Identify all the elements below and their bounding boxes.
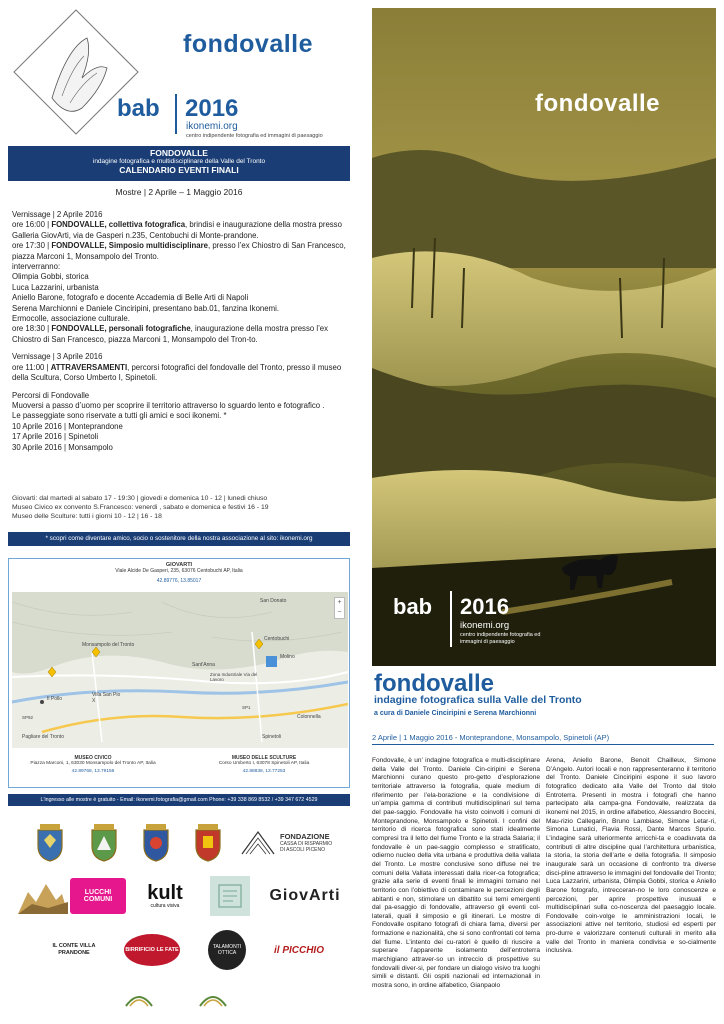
article-title: fondovalle	[374, 670, 495, 697]
map-label: Il Pollo	[47, 696, 63, 702]
photo-bab: bab	[393, 594, 433, 619]
map-label: San Donato	[260, 598, 287, 604]
sculture-location	[178, 752, 350, 788]
talamonti-logo: TALAMONTI OTTICA	[208, 930, 246, 970]
book-logo-icon	[210, 876, 250, 916]
comune-crest-icon	[190, 820, 226, 864]
year-label: 2016	[185, 95, 239, 122]
opening-hours	[12, 494, 352, 521]
zoom-control[interactable]: + −	[334, 597, 345, 619]
article-column-1: Fondovalle, è un’ indagine fotografica e multi-disciplinare della Valle del Tronto. Daniele Cin-ciripini e Serena Marchionni curano questo pro-getto d’esplorazione territoriale attraverso la fotografia, quale medium di riferimento per l’ela-borazione e la condivisione di un’ampia gamma di contributi multidisciplinari sul tema del pae-saggio. Fondovalle ha visto coinvolti i comuni di Monteprandone, Monsampolo e Spinetoli. I confini del territorio di ricerca fotografica sono stati idealmente compresi tra il letto del fiume Tronto e la strada Salaria; il fondovalle è un pae-saggio complesso e stratificato, odierno nucleo della vita urbana e produttiva della vallata del Tronto. Le mostre conclusive sono diffuse nei tre comuni della Vallata interessati dalla ricer-ca fotografica; grazie alla serie di eventi finali le immagini tornano nel territorio con l’obiettivo di contaminare le percezioni degli abitanti e non, stimolare un dibattito sui temi emergenti dal pa-esaggio di fondovalle, attraverso gli eventi col-laterali, quali il simposio e gli itinerari. Le mostre di Fondovalle ospitano fotografi di chiara fama, diversi per formazione e nazionalità, che si sono confrontati col tema del fiume. L’intento dei cu-ratori è quello di riuscire a superare l’apparente isolamento dell’entroterra marchigiano attraver-so un intreccio di prospettive su fondovalli diver-si, per fondare un dialogo visivo tra luoghi simili e distanti. Gli ospiti nazionali ed internazionali in mostra sono, in ordine alfabetico, Gianpaolo	[372, 757, 540, 990]
percorsi-title: Percorsi di Fondovalle	[12, 390, 90, 400]
fondazione-name: FONDAZIONE	[280, 831, 330, 841]
valle-logo-icon	[124, 986, 154, 1010]
comune-crest-icon	[32, 820, 68, 864]
percorsi-text: Muoversi a passo d’uomo per scoprire il territorio attraverso lo sguardo lento e fotografico .	[12, 400, 325, 410]
event-1830: ore 18:30 | FONDOVALLE, personali fotografiche, inaugurazione della mostra presso l’ex Chiostro di San Francesco, piazza Marconi 1, Monsampolo del Tron-to.	[12, 324, 329, 344]
comune-crest-icon	[86, 820, 122, 864]
bab-logo: bab	[117, 95, 160, 122]
program	[12, 210, 352, 453]
centro-tagline: centro indipendente fotografia ed immagini di paesaggio	[186, 133, 323, 139]
page-title: fondovalle	[183, 30, 314, 58]
map-label: Centobuchi	[264, 636, 290, 642]
banner-line2: indagine fotografica e multidisciplinare della Valle del Tronto	[92, 158, 266, 165]
speaker: Serena Marchionni e Daniele Cinciripini, presentano bab.01, fanzina Ikonemi.	[12, 303, 279, 313]
site-link[interactable]: ikonemi.org	[186, 121, 238, 132]
hours-giovarti: Giovarti: dal martedi al sabato 17 - 19:30 | giovedi e domenica 10 - 12 | lunedi chiuso	[12, 495, 268, 502]
location-coords[interactable]: 42.88838, 13.77253	[242, 769, 286, 774]
article-subtitle: indagine fotografica sulla Valle del Tronto	[374, 694, 582, 706]
photo-year: 2016	[460, 594, 509, 619]
map-label: Villa San Pio X	[92, 692, 121, 704]
map-label: Zona Industriale Via del Lavoro	[210, 672, 258, 682]
map-label: SP1	[242, 705, 251, 710]
valle-logo-icon	[198, 986, 228, 1010]
article-column-2: Arena, Aniello Barone, Benoit Chailleux, Simone D’Angelo. Autori locali e non rappresenteranno il territorio del Tronto. Daniele Cinciripini espone il suo lavoro fotografico dedicato alla Valle del Tronto dal titolo Entroterra. Presenti in mostra i fotografi che hanno partecipato alla campa-gna Fondovalle, realizzata da ikonemi nel 2015, in ordine alfabetico, Alessandro Boccini, Mau-rizio Callegarin, Bruno Lambiase, Simone Letar-ri, Simona Lunatici, Flavia Rossi, Dante Marcos Spurio. L’indagine sarà ulteriormente arricchi-ta e coadiuvata da contributi di altre discipline qual l’architettura urbanistica, la storia, la storia dell’arte e della fotografia. Il simposio inaugurale sarà un occasione di confronto tra diverse disci-pline attraverso le immagini del fondovalle del Tronto; Luca Lazzarini, urbanista, Olimpia Gobbi, storica e Aniello Barone fotografo, intrecceran-no le loro conoscenze e percezioni, per aprire prospettive inusuali e multidisciplinari sulla co-noscenza del paesaggio locale. Fondovalle coin-volge le amministrazioni locali, le associazioni attive nel territorio, studiosi ed esperti per pro-durre e valorizzare contenuti culturali in merito alla valle del Tronto in maniera condivisa e so-cialmente inclusiva.	[546, 757, 716, 955]
hours-civico: Museo Civico ex convento S.Francesco: venerdi , sabato e domenica e festivi 16 - 19	[12, 504, 269, 511]
mostre-dates: Mostre | 2 Aprile – 1 Maggio 2016	[115, 187, 243, 197]
walk-date: 10 Aprile 2016 | Monteprandone	[12, 421, 123, 431]
location-address: Piazza Marconi, 1, 63030 Monsampolo del Tronto AP, Italia	[30, 761, 156, 766]
photo-tagline: centro indipendente fotografia ed immagini di paesaggio	[460, 632, 541, 645]
location-address: Viale Alcide De Gasperi, 235, 63076 Centobuchi AP, Italia	[115, 568, 243, 574]
landscape-logo-icon	[18, 878, 68, 914]
banner-line1: FONDOVALLE	[150, 148, 208, 158]
percorsi-text: Le passeggiate sono riservate a tutti gli amici e soci ikonemi. *	[12, 411, 227, 421]
walk-date: 17 Aprile 2016 | Spinetoli	[12, 432, 99, 442]
map-label: Colonnella	[297, 714, 321, 720]
photo-title: fondovalle	[535, 90, 661, 117]
location-coords[interactable]: 42.89768, 13.79156	[71, 769, 115, 774]
location-title: MUSEO DELLE SCULTURE	[231, 755, 297, 761]
speaker: Olimpia Gobbi, storica	[12, 272, 89, 282]
conte-logo: IL CONTE VILLA PRANDONE	[52, 943, 96, 956]
contact-banner: L'ingresso alle mostre è gratuito - Email: ikonemi.fotografia@gmail.com Phone: +39 338 869 8532 / +39 347 672 4529	[8, 794, 350, 806]
map[interactable]	[12, 592, 348, 748]
speakers-intro: interverranno:	[12, 262, 61, 272]
speaker: Ermocolle, associazione culturale.	[12, 314, 130, 324]
fondazione-logo	[240, 826, 350, 858]
membership-note: * scopri come diventare amico, socio o sostenitore della nostra associazione al sito: ikonemi.org	[8, 532, 350, 546]
comune-crest-icon	[138, 820, 174, 864]
event-banner	[8, 146, 350, 181]
walk-date: 30 Aprile 2016 | Monsampolo	[12, 442, 113, 452]
map-label: Pagliare del Tronto	[22, 734, 64, 740]
fondazione-sub: CASSA DI RISPARMIO	[280, 840, 333, 847]
location-address: Corso Umberto I, 63078 Spinetoli AP, Italia	[218, 761, 310, 766]
birrificio-logo: BIRRIFICIO LE FATE	[124, 934, 180, 966]
giovarti-logo: GiovArti	[269, 887, 341, 904]
speaker: Luca Lazzarini, urbanista	[12, 282, 99, 292]
map-label: Sant'Anna	[192, 662, 215, 668]
fondazione-sub: DI ASCOLI PICENO	[280, 846, 326, 853]
hours-sculture: Museo delle Sculture: tutti i giorni 10 - 12 | 16 - 18	[12, 513, 162, 520]
photo-site: ikonemi.org	[460, 620, 510, 631]
map-label: Molino	[280, 654, 295, 660]
location-title: MUSEO CIVICO	[74, 755, 112, 761]
article-dates: 2 Aprile | 1 Maggio 2016 - Monteprandone, Monsampolo, Spinetoli (AP)	[372, 733, 714, 745]
kult-name: kult	[147, 882, 183, 904]
map-label: Monsampolo del Tronto	[82, 642, 135, 648]
map-label: Spinetoli	[262, 734, 282, 740]
banner-line3: CALENDARIO EVENTI FINALI	[119, 165, 239, 175]
kult-logo	[138, 876, 192, 916]
divider	[450, 591, 452, 647]
vernissage-2-title: Vernissage | 3 Aprile 2016	[12, 352, 103, 362]
event-11: ore 11:00 | ATTRAVERSAMENTI, percorsi fotografici del fondovalle del Tronto, presso il museo della Scultura, Corso Umberto I, Spinetoli.	[12, 362, 342, 383]
giovarti-location	[8, 558, 350, 588]
speaker: Aniello Barone, fotografo e docente Accademia di Belle Arti di Napoli	[12, 293, 249, 303]
curators: a cura di Daniele Cinciripini e Serena Marchionni	[374, 710, 537, 717]
picchio-logo: il PICCHIO	[273, 944, 324, 956]
map-label: SP92	[22, 715, 34, 720]
location-coords[interactable]: 42.89776, 13.85017	[156, 578, 202, 584]
event-1730: ore 17:30 | FONDOVALLE, Simposio multidisciplinare, presso l’ex Chiostro di San Francesco, piazza Marconi 1, Monsampolo del Tronto.	[12, 241, 346, 261]
location-title: GIOVARTI	[165, 562, 193, 568]
divider	[175, 94, 177, 134]
event-16: ore 16:00 | FONDOVALLE, collettiva fotografica, brindisi e inaugurazione della mostra presso Galleria GiovArti, via de Gasperi n.235, Centobuchi di Monte-prandone.	[12, 220, 342, 240]
vernissage-1-title: Vernissage | 2 Aprile 2016	[12, 210, 103, 219]
kult-sub: cultura visiva	[150, 903, 180, 909]
lucchi-logo: LUCCHI COMUNI	[70, 878, 126, 914]
civico-location	[8, 752, 178, 788]
